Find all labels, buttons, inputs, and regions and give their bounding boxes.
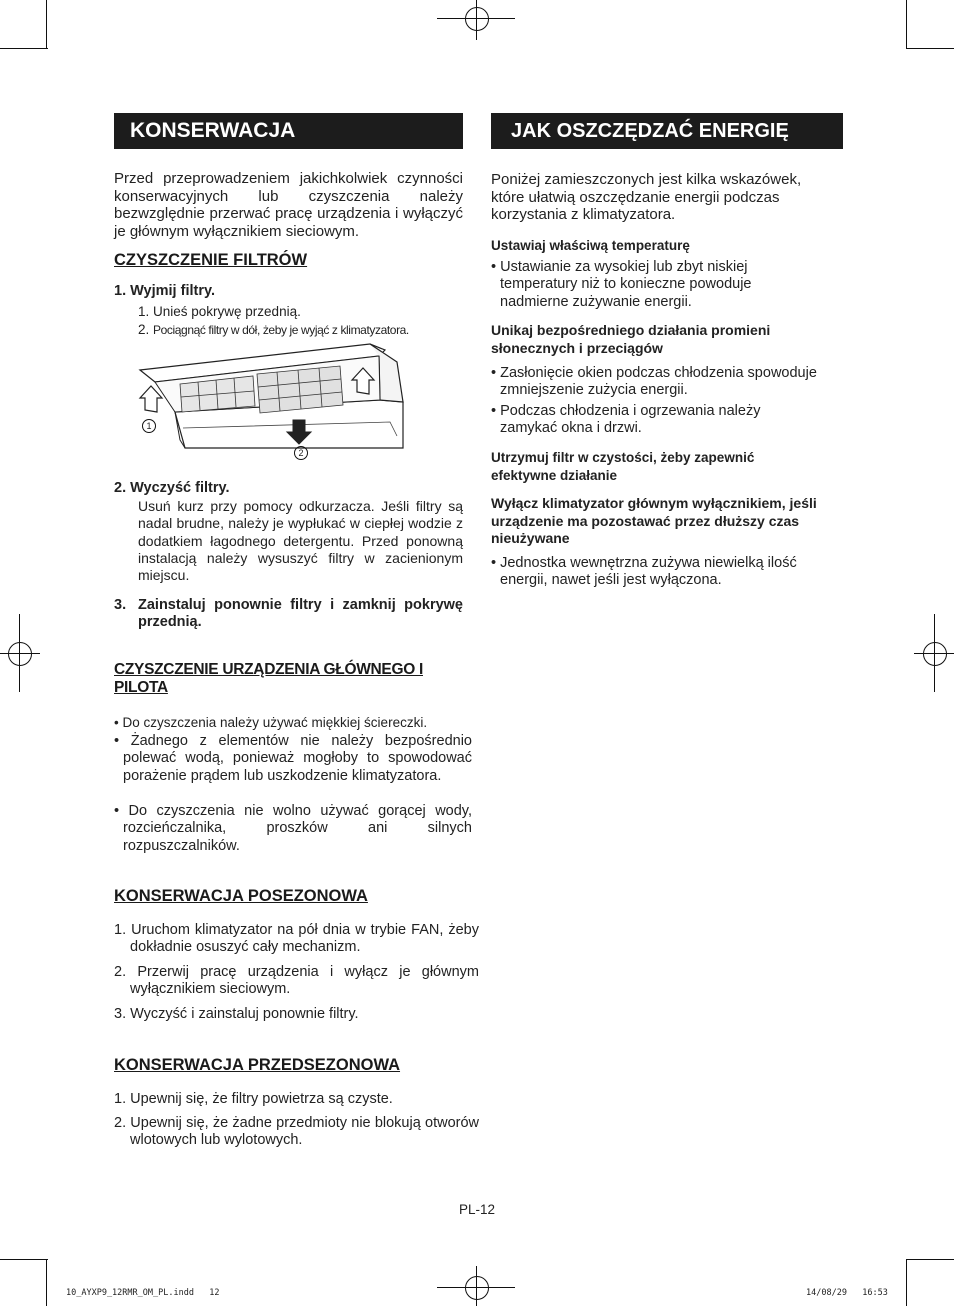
tip4-bullet: • Jednostka wewnętrzna zużywa niewielką ilość energii, nawet jeśli jest wyłączona. [491, 555, 797, 589]
step3-text: Zainstaluj ponownie filtry i zamknij pokrywę przednią. [138, 597, 463, 631]
step2-title: 2. Wyczyść filtry. [114, 480, 230, 496]
tip1-bullet: • Ustawianie za wysokiej lub zbyt niskiej temperatury niż to konieczne powoduje nadmierne zużywanie energii. [491, 259, 752, 310]
step1-title: 1. Wyjmij filtry. [114, 283, 215, 299]
unit-cleaning-heading: CZYSZCZENIE URZĄDZENIA GŁÓWNEGO I PILOTA [114, 661, 423, 696]
footer-filename: 10_AYXP9_12RMR_OM_PL.indd 12 [66, 1288, 220, 1298]
page-number: PL-12 [459, 1202, 496, 1217]
step1-sub1: 1. Unieś pokrywę przednią. [138, 304, 301, 319]
unit-bullet-3: • Do czyszczenia nie wolno używać gorącej wody, rozcieńczalnika, proszków ani silnych rozpuszczalników. [114, 803, 472, 854]
pre-item-2: 2. Upewnij się, że żadne przedmioty nie blokują otworów wlotowych lub wylotowych. [114, 1115, 479, 1149]
tip2-bullet-2: • Podczas chłodzenia i ogrzewania należy zamykać okna i drzwi. [491, 403, 761, 437]
tip1-heading: Ustawiaj właściwą temperaturę [491, 238, 690, 253]
maintenance-intro: Przed przeprowadzeniem jakichkolwiek czynności konserwacyjnych lub czyszczenia należy bezwzględnie przerwać pracę urządzenia i wyłączyć je głównym wyłącznikiem sieciowym. [114, 170, 463, 240]
step1-sub2 [138, 321, 409, 339]
step1-sub2-text: Pociągnąć filtry w dół, żeby je wyjąć z klimatyzatora. [153, 323, 409, 337]
unit-bullet-1: • Do czyszczenia należy używać miękkiej ściereczki. [114, 715, 428, 730]
post-item-1: 1. Uruchom klimatyzator na pół dnia w trybie FAN, żeby dokładnie osuszyć cały mechanizm. [114, 922, 479, 956]
pre-item-1: 1. Upewnij się, że filtry powietrza są czyste. [114, 1091, 393, 1107]
post-item-3: 3. Wyczyść i zainstaluj ponownie filtry. [114, 1006, 359, 1022]
section-title-maintenance: KONSERWACJA [114, 113, 463, 149]
figure-label-1: 1 [142, 419, 156, 433]
tip3-heading: Utrzymuj filtr w czystości, żeby zapewnić efektywne działanie [491, 450, 755, 483]
step1-sub2-number: 2. [138, 322, 150, 337]
filters-heading: CZYSZCZENIE FILTRÓW [114, 251, 308, 269]
tip4-heading: Wyłącz klimatyzator głównym wyłącznikiem, jeśli urządzenie ma pozostawać przez dłuższy czas nieużywane [491, 495, 817, 546]
figure-label-2: 2 [294, 446, 308, 460]
post-season-heading: KONSERWACJA POSEZONOWA [114, 887, 368, 905]
filter-removal-illustration [135, 340, 410, 462]
energy-intro: Poniżej zamieszczonych jest kilka wskazówek, które ułatwią oszczędzanie energii podczas korzystania z klimatyzatora. [491, 171, 802, 223]
post-item-2: 2. Przerwij pracę urządzenia i wyłącz je głównym wyłącznikiem sieciowym. [114, 964, 479, 998]
tip2-bullet-1: • Zasłonięcie okien podczas chłodzenia spowoduje zmniejszenie zużycia energii. [491, 365, 817, 399]
step2-text: Usuń kurz przy pomocy odkurzacza. Jeśli filtry są nadal brudne, należy je wypłukać w ciepłej wodzie z dodatkiem łagodnego detergentu. Przed ponowną instalacją należy wysuszyć filtry w zacienionym miejscu. [138, 498, 463, 584]
footer-date: 14/08/29 16:53 [806, 1288, 888, 1298]
section-title-energy: JAK OSZCZĘDZAĆ ENERGIĘ [491, 113, 843, 149]
tip2-heading: Unikaj bezpośredniego działania promieni słonecznych i przeciągów [491, 322, 771, 356]
step3 [114, 597, 463, 632]
step3-number: 3. [114, 597, 127, 613]
unit-bullet-2: • Żadnego z elementów nie należy bezpośrednio polewać wodą, ponieważ mogłoby to spowodować porażenie prądem lub uszkodzenie klimatyzatora. [114, 733, 472, 784]
pre-season-heading: KONSERWACJA PRZEDSEZONOWA [114, 1056, 401, 1074]
right-filter [257, 366, 343, 413]
